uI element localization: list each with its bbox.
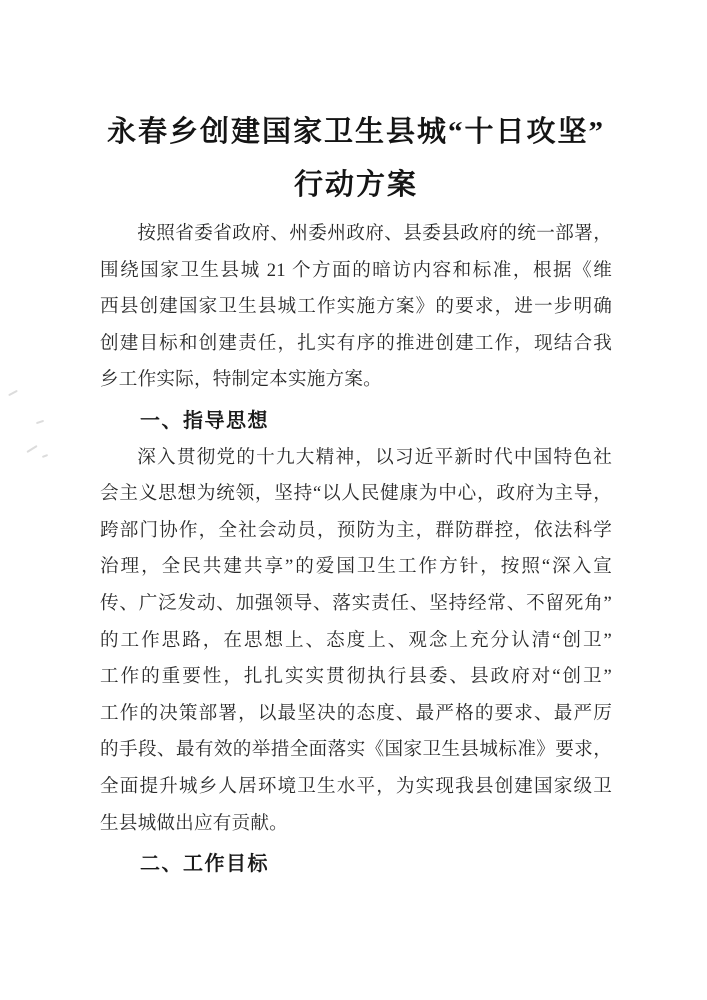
- paragraph-2-line: 治理，全民共建共享”的爱国卫生工作方针，按照“深入宣: [100, 556, 612, 578]
- paragraph-2-line: 的手段、最有效的举措全面落实《国家卫生县城标准》要求，: [100, 739, 612, 761]
- paragraph-2-line: 的工作思路，在思想上、态度上、观念上充分认清“创卫”: [100, 629, 612, 651]
- section-heading-2: 二、工作目标: [140, 853, 269, 876]
- paragraph-2-line: 工作的重要性，扎扎实实贯彻执行县委、县政府对“创卫”: [100, 666, 612, 688]
- paragraph-2-line: 传、广泛发动、加强领导、落实责任、坚持经常、不留死角”: [100, 592, 612, 614]
- document-title-line-2: 行动方案: [293, 169, 418, 201]
- paragraph-1-line: 西县创建国家卫生县城工作实施方案》的要求，进一步明确: [100, 296, 612, 318]
- paragraph-2-line: 跨部门协作，全社会动员，预防为主，群防群控，依法科学: [100, 519, 612, 541]
- scan-artifact: [26, 445, 37, 453]
- paragraph-1-line: 乡工作实际，特制定本实施方案。: [100, 369, 382, 391]
- scan-artifact: [8, 390, 18, 396]
- paragraph-2-line: 工作的决策部署，以最坚决的态度、最严格的要求、最严厉: [100, 702, 612, 724]
- document-title-line-1: 永春乡创建国家卫生县城“十日攻坚”: [106, 116, 605, 148]
- paragraph-1-line: 创建目标和创建责任，扎实有序的推进创建工作，现结合我: [100, 332, 612, 354]
- paragraph-2-line: 全面提升城乡人居环境卫生水平，为实现我县创建国家级卫: [100, 775, 612, 797]
- paragraph-2-line: 生县城做出应有贡献。: [100, 812, 288, 834]
- scan-artifact: [42, 454, 48, 458]
- paragraph-2-line: 深入贯彻党的十九大精神，以习近平新时代中国特色社: [137, 446, 612, 468]
- document-text: [100, 216, 612, 883]
- paragraph-1-line: 按照省委省政府、州委州政府、县委县政府的统一部署，: [137, 223, 612, 244]
- paragraph-1-line: 围绕国家卫生县城 21 个方面的暗访内容和标准，根据《维: [100, 259, 612, 281]
- scan-artifact: [36, 420, 44, 424]
- paragraph-2-line: 会主义思想为统领，坚持“以人民健康为中心，政府为主导，: [100, 483, 612, 505]
- document-body: [100, 0, 612, 883]
- section-heading-1: 一、指导思想: [140, 409, 269, 432]
